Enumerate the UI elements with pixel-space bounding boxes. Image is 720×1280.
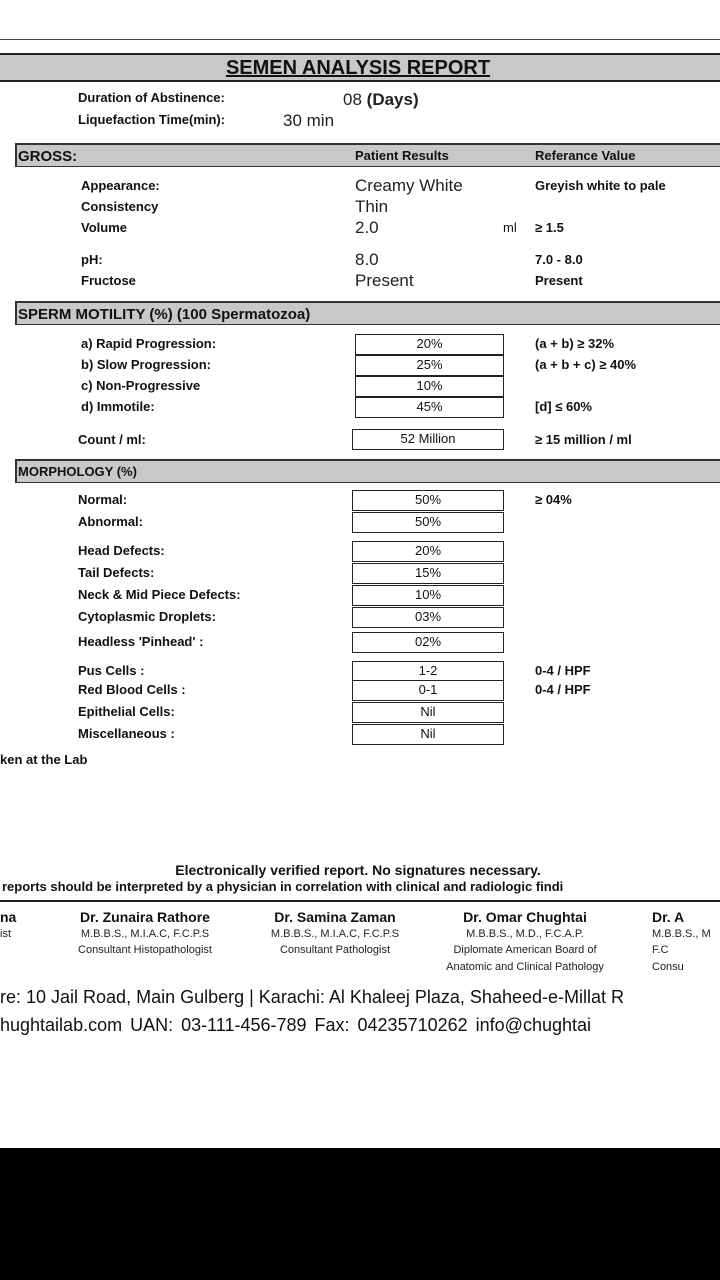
patient-results-header: Patient Results <box>355 148 449 163</box>
count-value: 52 Million <box>352 429 504 450</box>
liquefaction-value: 30 min <box>283 111 335 130</box>
reference-value-header: Referance Value <box>535 148 636 163</box>
footer-divider <box>0 900 720 902</box>
count-ref: ≥ 15 million / ml <box>535 432 632 447</box>
liquefaction-label: Liquefaction Time(min): <box>78 112 226 127</box>
motility-label: d) Immotile: <box>81 399 155 414</box>
morphology-value: 50% <box>352 512 504 533</box>
gross-heading: GROSS: <box>18 148 78 165</box>
morphology-value: 02% <box>352 632 504 653</box>
doctor-q: M.B.B.S., M <box>652 927 711 940</box>
morphology-value: 1-2 <box>352 661 504 682</box>
doctor-card <box>0 909 45 942</box>
morphology-label: Headless 'Pinhead' : <box>78 634 204 649</box>
morphology-ref: 0-4 / HPF <box>535 663 591 678</box>
morphology-label: Miscellaneous : <box>78 726 175 741</box>
doctor-name: Dr. Zunaira Rathore <box>80 909 210 925</box>
doctor-t1: Consultant Histopathologist <box>78 944 212 956</box>
morphology-ref: ≥ 04% <box>535 492 572 507</box>
morphology-ref: 0-4 / HPF <box>535 682 591 697</box>
doctor-t1: ist <box>0 927 11 940</box>
motility-ref: [d] ≤ 60% <box>535 399 592 414</box>
contact-info: hughtailab.com UAN: 03-111-456-789 Fax: 04235710262 info@chughtai <box>0 1015 591 1035</box>
motility-value: 20% <box>355 334 504 355</box>
gross-ref: Present <box>535 273 583 288</box>
doctor-t2: Consu <box>652 960 684 973</box>
morphology-label: Tail Defects: <box>78 565 155 580</box>
motility-value: 25% <box>355 355 504 376</box>
count-label: Count / ml: <box>78 432 146 447</box>
morphology-section-header <box>15 459 720 483</box>
doctor-q: M.B.B.S., M.I.A.C, F.C.P.S <box>270 927 400 940</box>
gross-section-header <box>15 143 720 167</box>
doctor-t1: Consultant Pathologist <box>279 944 391 956</box>
doctor-card <box>55 909 235 959</box>
morphology-value: Nil <box>352 702 504 723</box>
morphology-heading: MORPHOLOGY (%) <box>18 464 137 479</box>
morphology-label: Neck & Mid Piece Defects: <box>78 587 241 602</box>
gross-label: Appearance: <box>81 178 160 193</box>
morphology-label: Normal: <box>78 492 128 507</box>
top-divider <box>0 39 720 40</box>
morphology-label: Red Blood Cells : <box>78 682 186 697</box>
lab-note: ken at the Lab <box>0 752 88 767</box>
doctor-name: Dr. A <box>652 909 685 925</box>
motility-label: c) Non-Progressive <box>81 378 201 393</box>
morphology-value: 20% <box>352 541 504 562</box>
motility-label: a) Rapid Progression: <box>81 336 217 351</box>
gross-value: 2.0 <box>355 218 379 237</box>
page-title: SEMEN ANALYSIS REPORT <box>225 57 491 79</box>
doctor-card <box>652 909 720 975</box>
doctor-q: M.B.B.S., M.I.A.C, F.C.P.S <box>80 927 210 940</box>
morphology-label: Abnormal: <box>78 514 143 529</box>
morphology-label: Cytoplasmic Droplets: <box>78 609 216 624</box>
morphology-value: 10% <box>352 585 504 606</box>
morphology-value: 03% <box>352 607 504 628</box>
motility-section-header <box>15 301 720 325</box>
gross-ref: ≥ 1.5 <box>535 220 564 235</box>
motility-ref: (a + b) ≥ 32% <box>535 336 615 351</box>
verified-note: Electronically verified report. No signatures necessary. <box>175 862 541 878</box>
gross-value: 8.0 <box>355 250 379 269</box>
gross-ref: Greyish white to pale <box>535 178 666 193</box>
doctor-name: Dr. Samina Zaman <box>274 909 396 925</box>
doctor-t1: F.C <box>652 944 669 956</box>
doctor-name: na <box>0 909 17 925</box>
motility-label: b) Slow Progression: <box>81 357 212 372</box>
morphology-label: Epithelial Cells: <box>78 704 175 719</box>
motility-ref: (a + b + c) ≥ 40% <box>535 357 637 372</box>
doctor-q: M.B.B.S., M.D., F.C.A.P. <box>466 927 584 940</box>
morphology-value: Nil <box>352 724 504 745</box>
morphology-value: 0-1 <box>352 680 504 701</box>
gross-ref: 7.0 - 8.0 <box>535 252 583 267</box>
morphology-value: 15% <box>352 563 504 584</box>
gross-unit: ml <box>503 220 517 235</box>
gross-label: Consistency <box>81 199 159 214</box>
address: re: 10 Jail Road, Main Gulberg | Karachi: Al Khaleej Plaza, Shaheed-e-Millat R <box>0 987 624 1007</box>
gross-label: Volume <box>81 220 127 235</box>
gross-label: pH: <box>81 252 103 267</box>
abstinence-unit: (Days) <box>366 90 419 109</box>
morphology-value: 50% <box>352 490 504 511</box>
doctor-card <box>435 909 615 975</box>
abstinence-label: Duration of Abstinence: <box>78 90 225 105</box>
gross-label: Fructose <box>81 273 136 288</box>
doctor-name: Dr. Omar Chughtai <box>463 909 587 925</box>
doctor-card <box>245 909 425 959</box>
motility-value: 45% <box>355 397 504 418</box>
gross-value: Thin <box>355 197 389 216</box>
doctor-t1: Diplomate American Board of <box>453 944 597 956</box>
gross-value: Creamy White <box>355 176 463 195</box>
bottom-black-bar <box>0 1148 720 1280</box>
morphology-label: Head Defects: <box>78 543 165 558</box>
motility-value: 10% <box>355 376 504 397</box>
gross-value: Present <box>355 271 414 290</box>
interpretation-note: reports should be interpreted by a physician in correlation with clinical and radiologic findi <box>2 879 564 894</box>
doctor-t2: Anatomic and Clinical Pathology <box>446 960 604 973</box>
abstinence-value <box>343 90 419 110</box>
morphology-label: Pus Cells : <box>78 663 145 678</box>
abstinence-number: 08 <box>343 90 362 109</box>
motility-heading: SPERM MOTILITY (%) (100 Spermatozoa) <box>18 306 311 323</box>
